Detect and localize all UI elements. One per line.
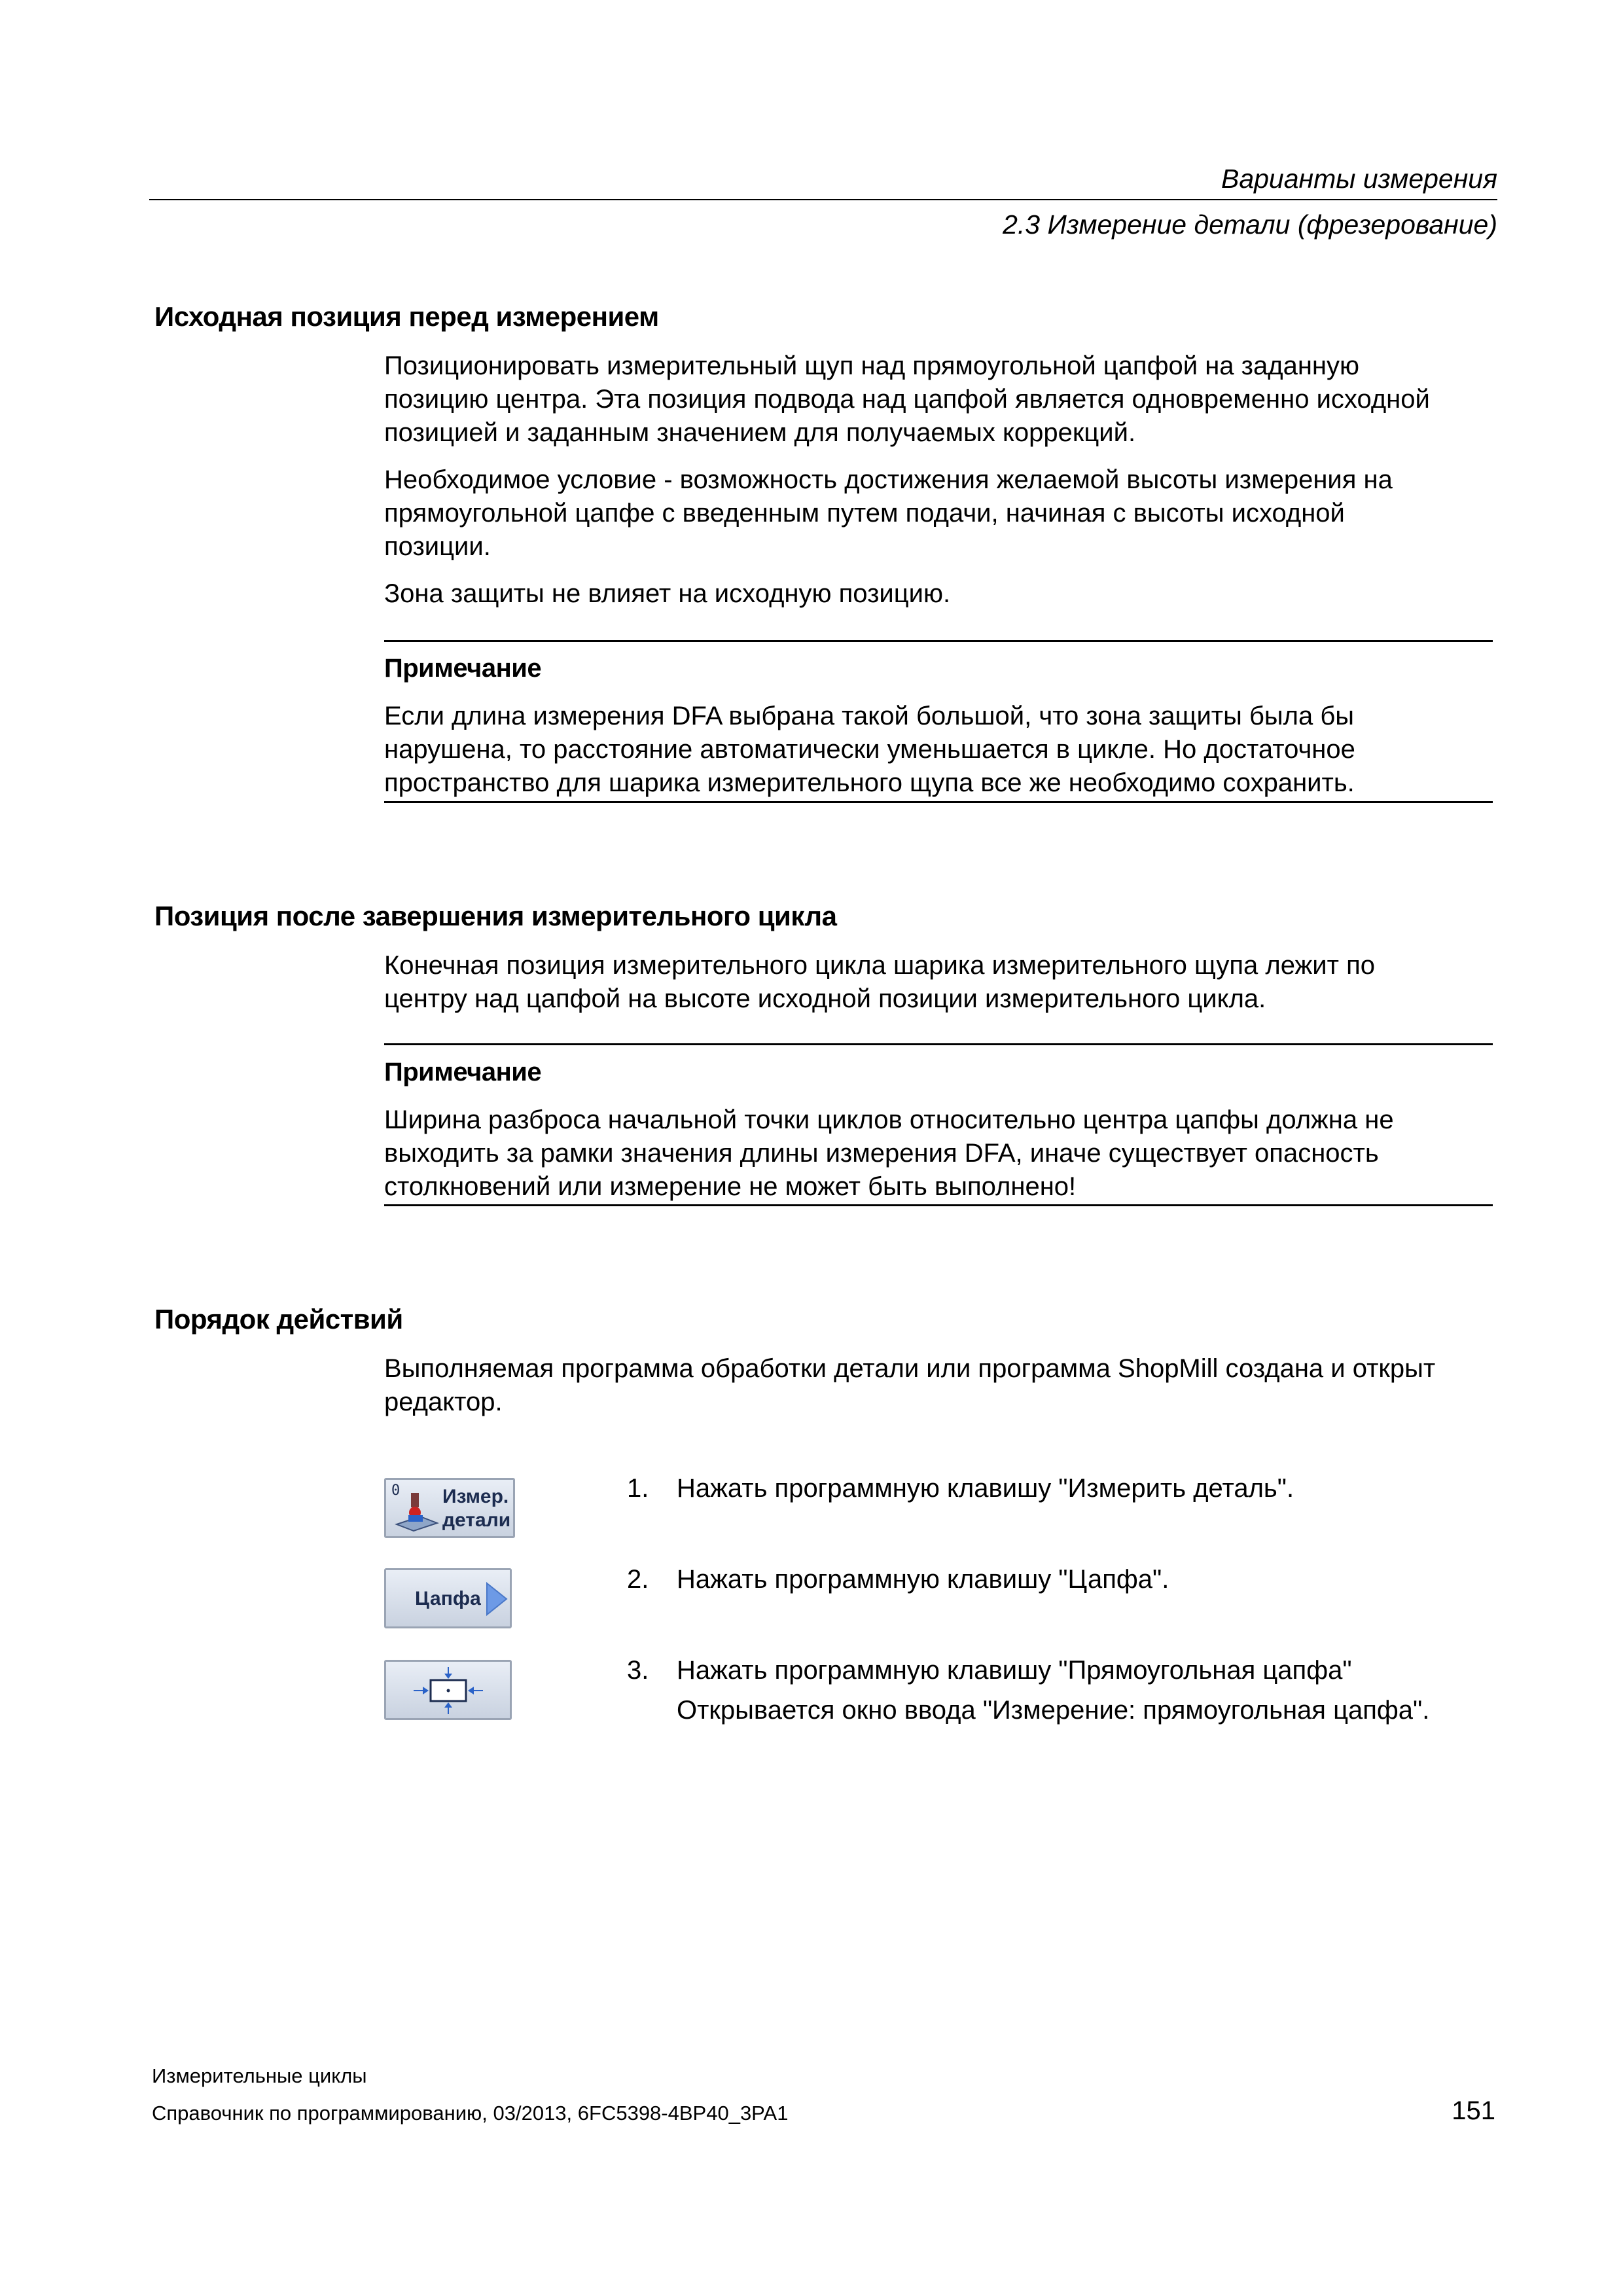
step-text: Нажать программную клавишу "Измерить деталь". <box>677 1474 1294 1503</box>
note-title: Примечание <box>384 654 542 683</box>
section-heading-procedure: Порядок действий <box>154 1304 403 1335</box>
header-divider <box>149 199 1497 200</box>
paragraph-start-position-1: Позиционировать измерительный щуп над прямоугольной цапфой на заданную позицию центра. Эта позиция подвода над цапфой является одновременно исходной позицией и заданным значением для получаемых коррекций. <box>384 351 1430 447</box>
note-top-rule <box>384 1043 1493 1045</box>
section-heading-start-position: Исходная позиция перед измерением <box>154 301 659 332</box>
note-text: Если длина измерения DFA выбрана такой большой, что зона защиты была бы нарушена, то расстояние автоматически уменьшается в цикле. Но достаточное пространство для шарика измерительного щупа все же необходимо сохранить. <box>384 702 1355 797</box>
page-number: 151 <box>1452 2096 1495 2125</box>
step-text: Нажать программную клавишу "Прямоугольная цапфа" <box>677 1656 1352 1685</box>
arrow-right-icon <box>484 1581 509 1617</box>
rectangular-spigot-softkey[interactable] <box>384 1660 512 1720</box>
note-bottom-rule <box>384 801 1493 803</box>
probe-icon <box>394 1486 440 1532</box>
footer-title: Измерительные циклы <box>152 2064 367 2087</box>
paragraph-end-position: Конечная позиция измерительного цикла шарика измерительного щупа лежит по центру над цапфой на высоте исходной позиции измерительного цикла. <box>384 951 1375 1013</box>
step-result-text: Открывается окно ввода "Измерение: прямоугольная цапфа". <box>677 1696 1430 1725</box>
step-number: 3. <box>627 1656 649 1685</box>
footer-reference: Справочник по программированию, 03/2013, 6FC5398-4BP40_3PA1 <box>152 2102 789 2125</box>
running-header-chapter: Варианты измерения <box>1221 164 1497 194</box>
paragraph-start-position-3: Зона защиты не влияет на исходную позицию. <box>384 579 951 608</box>
section-heading-end-position: Позиция после завершения измерительного цикла <box>154 901 837 931</box>
step-number: 1. <box>627 1474 649 1503</box>
softkey-digit: 0 <box>391 1482 401 1499</box>
softkey-label: Цапфа <box>415 1588 481 1609</box>
softkey-label-line1: Измер. <box>442 1486 509 1507</box>
step-number: 2. <box>627 1565 649 1594</box>
step-text: Нажать программную клавишу "Цапфа". <box>677 1565 1169 1594</box>
rectangular-spigot-icon <box>411 1666 486 1715</box>
note-bottom-rule <box>384 1204 1493 1206</box>
paragraph-start-position-2: Необходимое условие - возможность достижения желаемой высоты измерения на прямоугольной цапфе с введенным путем подачи, начиная с высоты исходной позиции. <box>384 465 1393 561</box>
paragraph-procedure: Выполняемая программа обработки детали или программа ShopMill создана и открыт редактор. <box>384 1354 1436 1416</box>
note-top-rule <box>384 640 1493 642</box>
spigot-softkey[interactable] <box>384 1568 512 1628</box>
running-header-section: 2.3 Измерение детали (фрезерование) <box>1003 209 1497 240</box>
note-title: Примечание <box>384 1058 542 1086</box>
softkey-label-line2: детали <box>442 1509 511 1531</box>
measure-part-softkey[interactable] <box>384 1478 515 1538</box>
note-text: Ширина разброса начальной точки циклов относительно центра цапфы должна не выходить за рамки значения длины измерения DFA, иначе существует опасность столкновений или измерение не может быть выполнено! <box>384 1105 1394 1201</box>
